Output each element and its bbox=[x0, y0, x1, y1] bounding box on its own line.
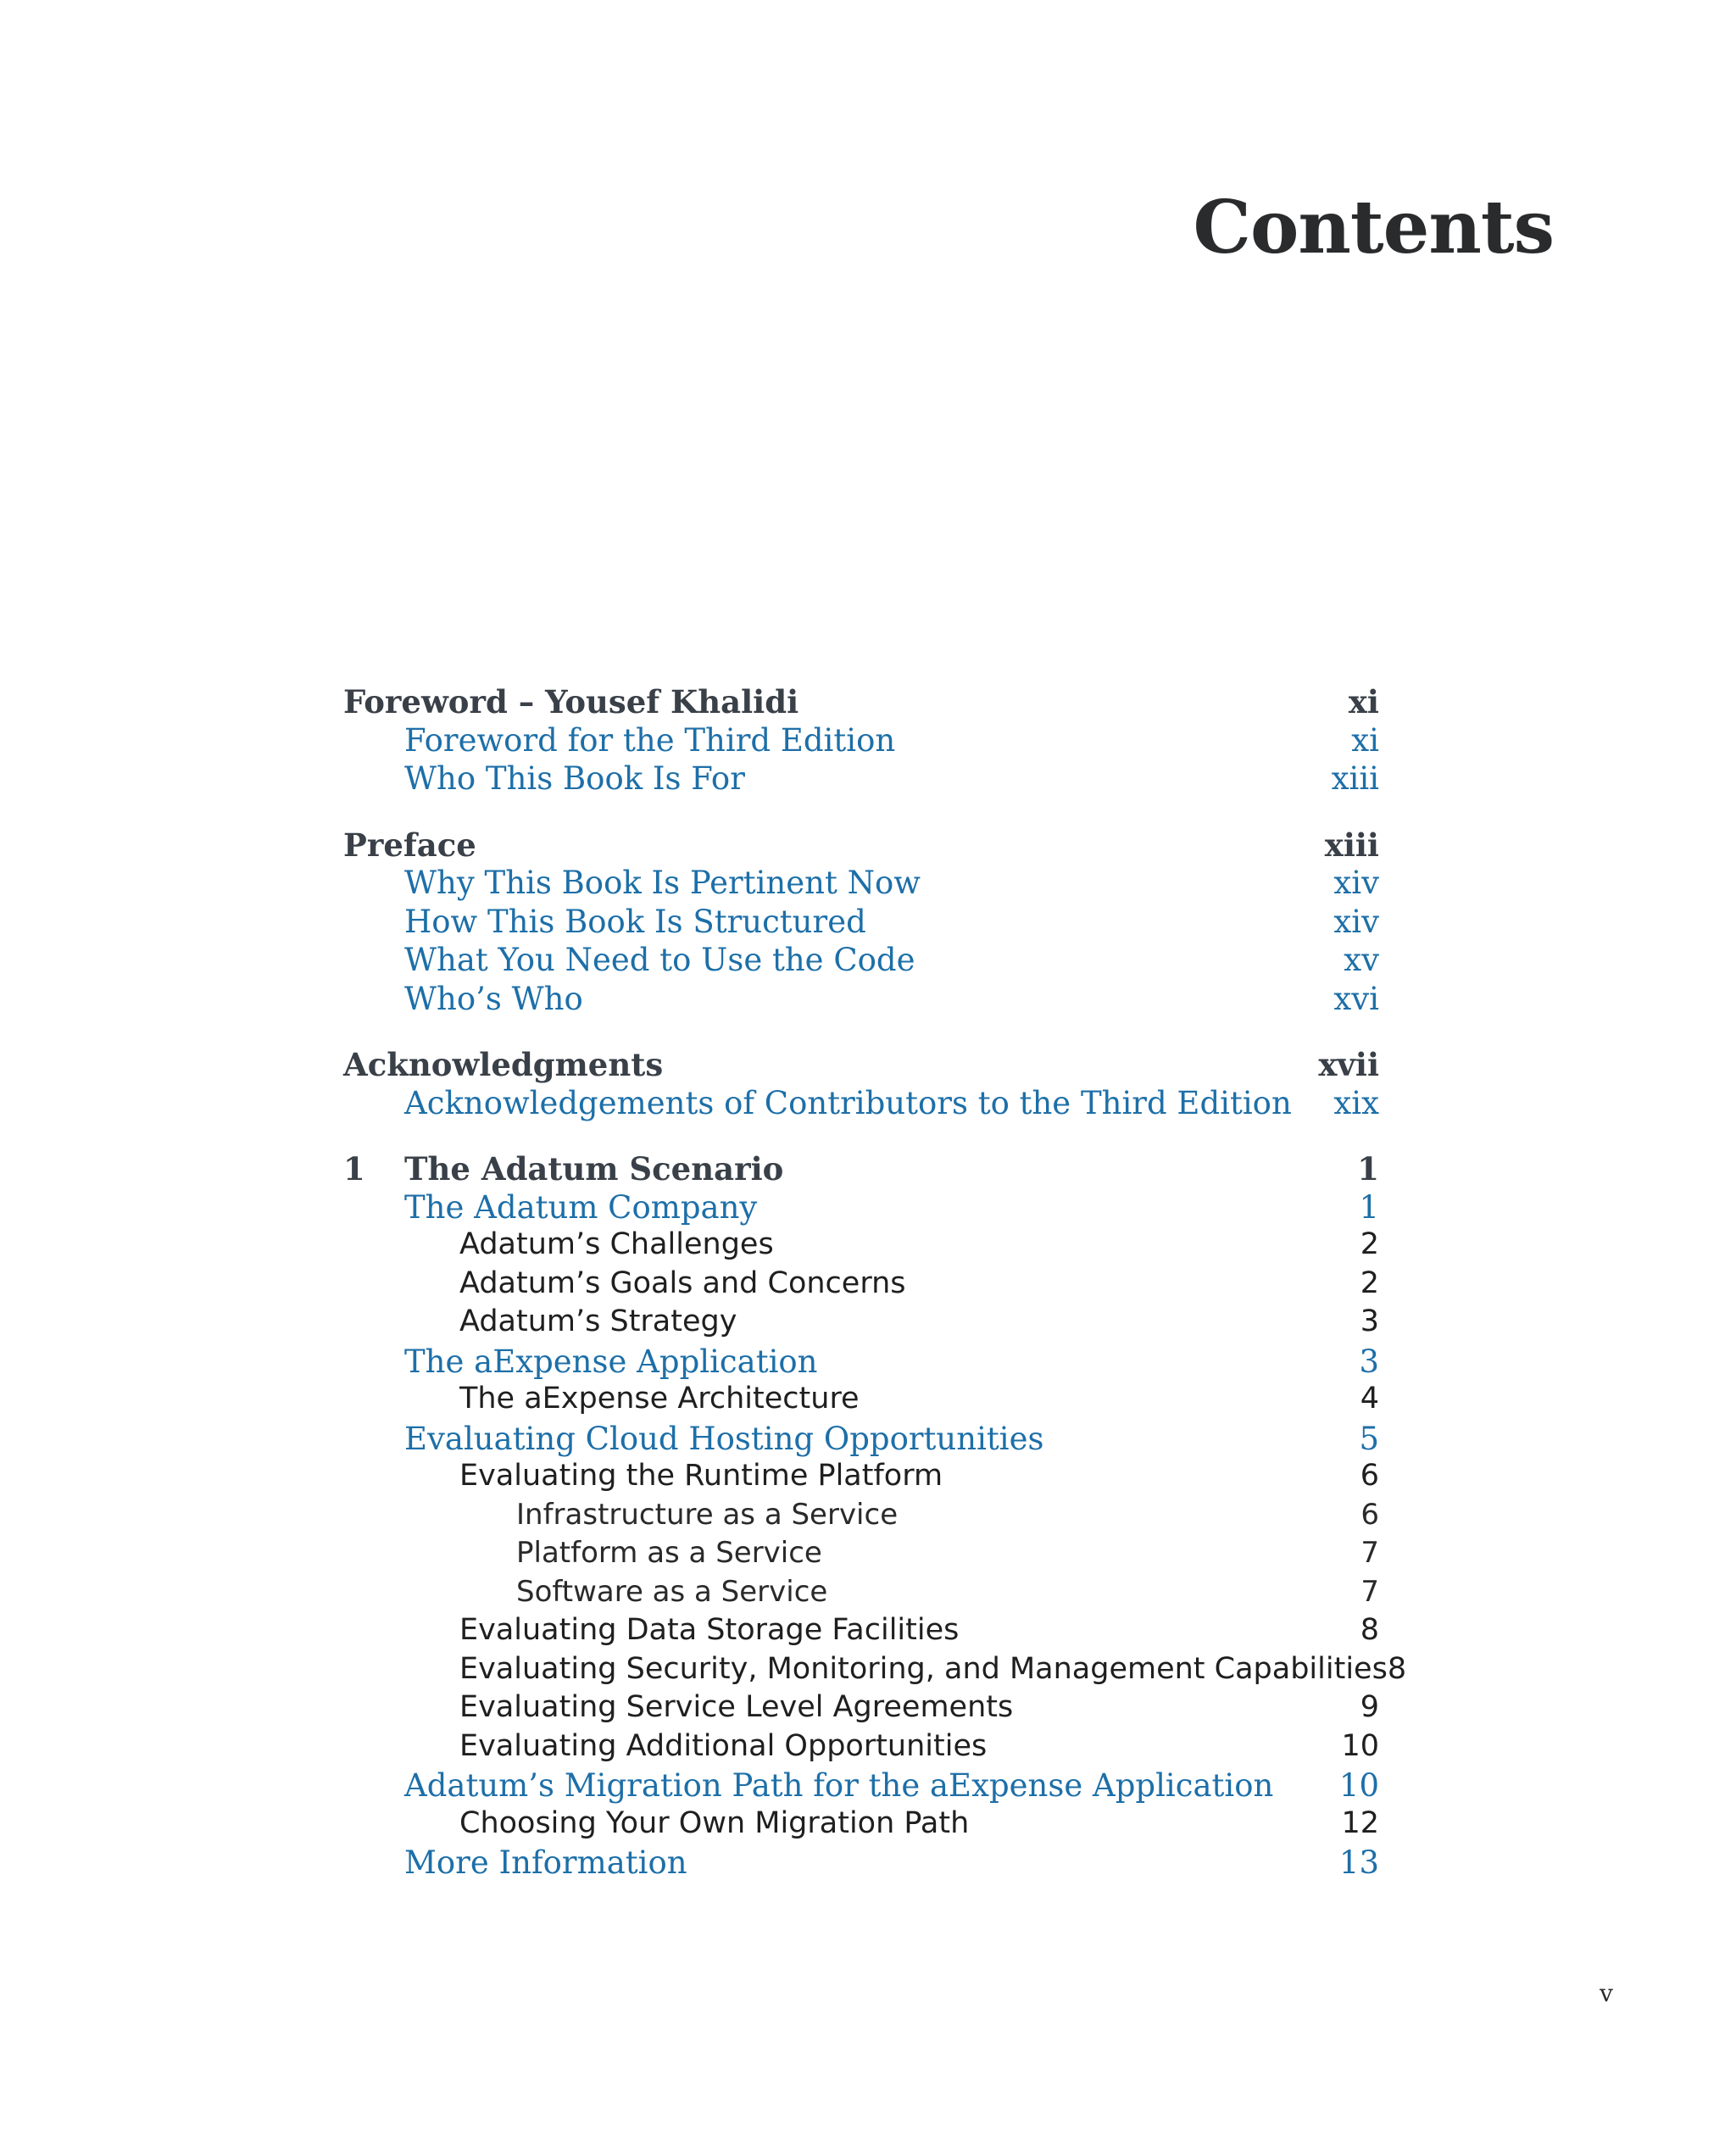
toc-entry-label-group bbox=[343, 1150, 783, 1188]
toc-entry bbox=[343, 1729, 1379, 1768]
toc-entry-label-group bbox=[404, 1343, 818, 1380]
toc-entry-label-group bbox=[459, 1382, 860, 1416]
table-of-contents bbox=[343, 683, 1407, 1911]
toc-entry-label: The aExpense Application bbox=[404, 1343, 818, 1380]
toc-entry-label-group bbox=[459, 1266, 906, 1300]
toc-entry-label-group bbox=[459, 1652, 1388, 1686]
toc-entry-label-group bbox=[516, 1536, 822, 1570]
toc-page-number: 10 bbox=[1338, 1767, 1379, 1804]
toc-page-number: 5 bbox=[1359, 1420, 1379, 1457]
toc-page-number: xi bbox=[1348, 683, 1379, 720]
toc-link-entry[interactable] bbox=[343, 722, 1379, 761]
toc-entry-label-group bbox=[459, 1806, 969, 1840]
toc-heading bbox=[343, 826, 1379, 865]
toc-entry bbox=[343, 1304, 1379, 1343]
toc-entry-label: Foreword for the Third Edition bbox=[404, 721, 896, 759]
toc-entry-label: Who This Book Is For bbox=[404, 760, 745, 797]
toc-entry-label-group bbox=[404, 865, 921, 901]
toc-entry bbox=[343, 1806, 1379, 1845]
toc-heading bbox=[343, 1150, 1379, 1189]
toc-entry-label: Evaluating the Runtime Platform bbox=[459, 1459, 943, 1493]
toc-page-number: 8 bbox=[1387, 1651, 1407, 1686]
toc-page-number: 2 bbox=[1360, 1265, 1379, 1300]
toc-entry-label: Acknowledgments bbox=[343, 1046, 664, 1083]
toc-link-entry[interactable] bbox=[343, 1844, 1379, 1883]
toc-entry-label: Why This Book Is Pertinent Now bbox=[404, 865, 921, 901]
toc-section bbox=[343, 1150, 1407, 1883]
toc-page-number: 6 bbox=[1360, 1497, 1379, 1532]
toc-entry-label-group bbox=[343, 826, 476, 864]
toc-entry-label-group bbox=[404, 942, 915, 978]
toc-entry-label: Adatum’s Challenges bbox=[459, 1227, 774, 1261]
toc-entry bbox=[343, 1382, 1379, 1421]
toc-link-entry[interactable] bbox=[343, 1343, 1379, 1382]
toc-entry-label-group bbox=[404, 981, 583, 1017]
toc-link-entry[interactable] bbox=[343, 1767, 1379, 1806]
toc-entry-label-group bbox=[516, 1575, 827, 1609]
toc-entry bbox=[343, 1459, 1379, 1498]
toc-heading bbox=[343, 683, 1379, 722]
page-title: Contents bbox=[1193, 185, 1554, 270]
toc-entry-label-group bbox=[404, 1421, 1044, 1457]
toc-link-entry[interactable] bbox=[343, 904, 1379, 943]
toc-page-number: 13 bbox=[1338, 1844, 1379, 1881]
toc-page-number: xix bbox=[1333, 1084, 1379, 1121]
toc-link-entry[interactable] bbox=[343, 1421, 1379, 1460]
toc-entry-label-group bbox=[343, 1046, 663, 1083]
toc-entry-label: Who’s Who bbox=[404, 980, 583, 1017]
toc-entry-label-group bbox=[404, 1189, 757, 1226]
page-number: v bbox=[1600, 1979, 1613, 2007]
toc-entry bbox=[343, 1651, 1407, 1691]
toc-entry-label-group bbox=[404, 1767, 1273, 1804]
toc-page-number: xiii bbox=[1324, 826, 1379, 864]
toc-link-entry[interactable] bbox=[343, 1085, 1379, 1124]
toc-entry-label: Choosing Your Own Migration Path bbox=[459, 1805, 970, 1840]
toc-page-number: 7 bbox=[1360, 1536, 1379, 1570]
toc-entry-label: Adatum’s Strategy bbox=[459, 1304, 737, 1338]
toc-entry-label: Acknowledgements of Contributors to the Third Edition bbox=[404, 1084, 1292, 1121]
toc-entry bbox=[343, 1266, 1379, 1305]
toc-section bbox=[343, 826, 1379, 1020]
toc-entry-label-group bbox=[404, 760, 745, 797]
toc-entry-label: Software as a Service bbox=[516, 1574, 828, 1609]
toc-entry-label: Adatum’s Migration Path for the aExpense Application bbox=[404, 1767, 1274, 1804]
toc-entry-label: Evaluating Security, Monitoring, and Management Capabilities bbox=[459, 1651, 1388, 1686]
toc-page-number: 3 bbox=[1360, 1304, 1379, 1338]
toc-section bbox=[343, 683, 1379, 799]
toc-entry-label-group bbox=[404, 722, 895, 759]
toc-page-number: 2 bbox=[1360, 1227, 1379, 1261]
toc-entry-label-group bbox=[459, 1613, 959, 1647]
chapter-number: 1 bbox=[343, 1150, 365, 1188]
toc-entry-label-group bbox=[459, 1459, 943, 1493]
toc-entry-label-group bbox=[459, 1227, 774, 1261]
toc-entry-label: The Adatum Company bbox=[404, 1188, 758, 1226]
toc-entry-label: Evaluating Cloud Hosting Opportunities bbox=[404, 1420, 1044, 1457]
toc-page-number: 1 bbox=[1359, 1188, 1379, 1226]
toc-entry bbox=[343, 1536, 1379, 1575]
toc-page-number: xiv bbox=[1333, 903, 1379, 940]
toc-entry bbox=[343, 1498, 1379, 1537]
toc-page-number: 10 bbox=[1341, 1728, 1379, 1763]
toc-page-number: 6 bbox=[1360, 1459, 1379, 1493]
toc-page-number: 4 bbox=[1360, 1382, 1379, 1416]
toc-link-entry[interactable] bbox=[343, 760, 1379, 799]
toc-entry-label-group bbox=[343, 683, 798, 720]
toc-entry-label: More Information bbox=[404, 1844, 687, 1881]
toc-link-entry[interactable] bbox=[343, 1189, 1379, 1228]
toc-page-number: 9 bbox=[1360, 1690, 1379, 1724]
toc-entry-label: Evaluating Data Storage Facilities bbox=[459, 1613, 960, 1647]
toc-page-number: xi bbox=[1351, 721, 1379, 759]
toc-entry-label: What You Need to Use the Code bbox=[404, 942, 915, 978]
toc-entry-label: Adatum’s Goals and Concerns bbox=[459, 1265, 906, 1300]
toc-section bbox=[343, 1046, 1379, 1123]
toc-entry-label: Evaluating Additional Opportunities bbox=[459, 1728, 988, 1763]
toc-page-number: xiii bbox=[1331, 760, 1379, 797]
toc-page-number: xv bbox=[1344, 942, 1379, 978]
toc-entry-label: Foreword – Yousef Khalidi bbox=[343, 683, 799, 720]
toc-link-entry[interactable] bbox=[343, 865, 1379, 904]
toc-entry-label: How This Book Is Structured bbox=[404, 903, 866, 940]
toc-entry-label: Infrastructure as a Service bbox=[516, 1497, 899, 1532]
toc-page-number: 12 bbox=[1341, 1805, 1379, 1840]
toc-entry-label-group bbox=[459, 1729, 987, 1763]
toc-page-number: 7 bbox=[1360, 1574, 1379, 1609]
toc-entry-label-group bbox=[516, 1498, 898, 1532]
toc-entry-label-group bbox=[459, 1304, 737, 1338]
toc-link-entry[interactable] bbox=[343, 942, 1379, 981]
toc-entry-label-group bbox=[459, 1690, 1013, 1724]
toc-entry bbox=[343, 1613, 1379, 1652]
toc-entry-label-group bbox=[404, 1085, 1292, 1121]
toc-entry-label: The Adatum Scenario bbox=[404, 1150, 784, 1188]
toc-link-entry[interactable] bbox=[343, 981, 1379, 1020]
toc-heading bbox=[343, 1046, 1379, 1085]
toc-page-number: xiv bbox=[1333, 865, 1379, 901]
toc-page-number: xvii bbox=[1318, 1046, 1379, 1083]
toc-entry-label: Platform as a Service bbox=[516, 1536, 822, 1570]
toc-entry-label: Evaluating Service Level Agreements bbox=[459, 1690, 1014, 1724]
toc-entry bbox=[343, 1690, 1379, 1729]
toc-entry-label: The aExpense Architecture bbox=[459, 1382, 860, 1416]
toc-entry-label: Preface bbox=[343, 826, 476, 864]
toc-entry-label-group bbox=[404, 1844, 687, 1881]
toc-entry-label-group bbox=[404, 904, 866, 940]
toc-page-number: 1 bbox=[1357, 1150, 1379, 1188]
toc-entry bbox=[343, 1575, 1379, 1614]
toc-page-number: 8 bbox=[1360, 1613, 1379, 1647]
toc-entry bbox=[343, 1227, 1379, 1266]
toc-page-number: 3 bbox=[1359, 1343, 1379, 1380]
toc-page-number: xvi bbox=[1333, 980, 1379, 1017]
